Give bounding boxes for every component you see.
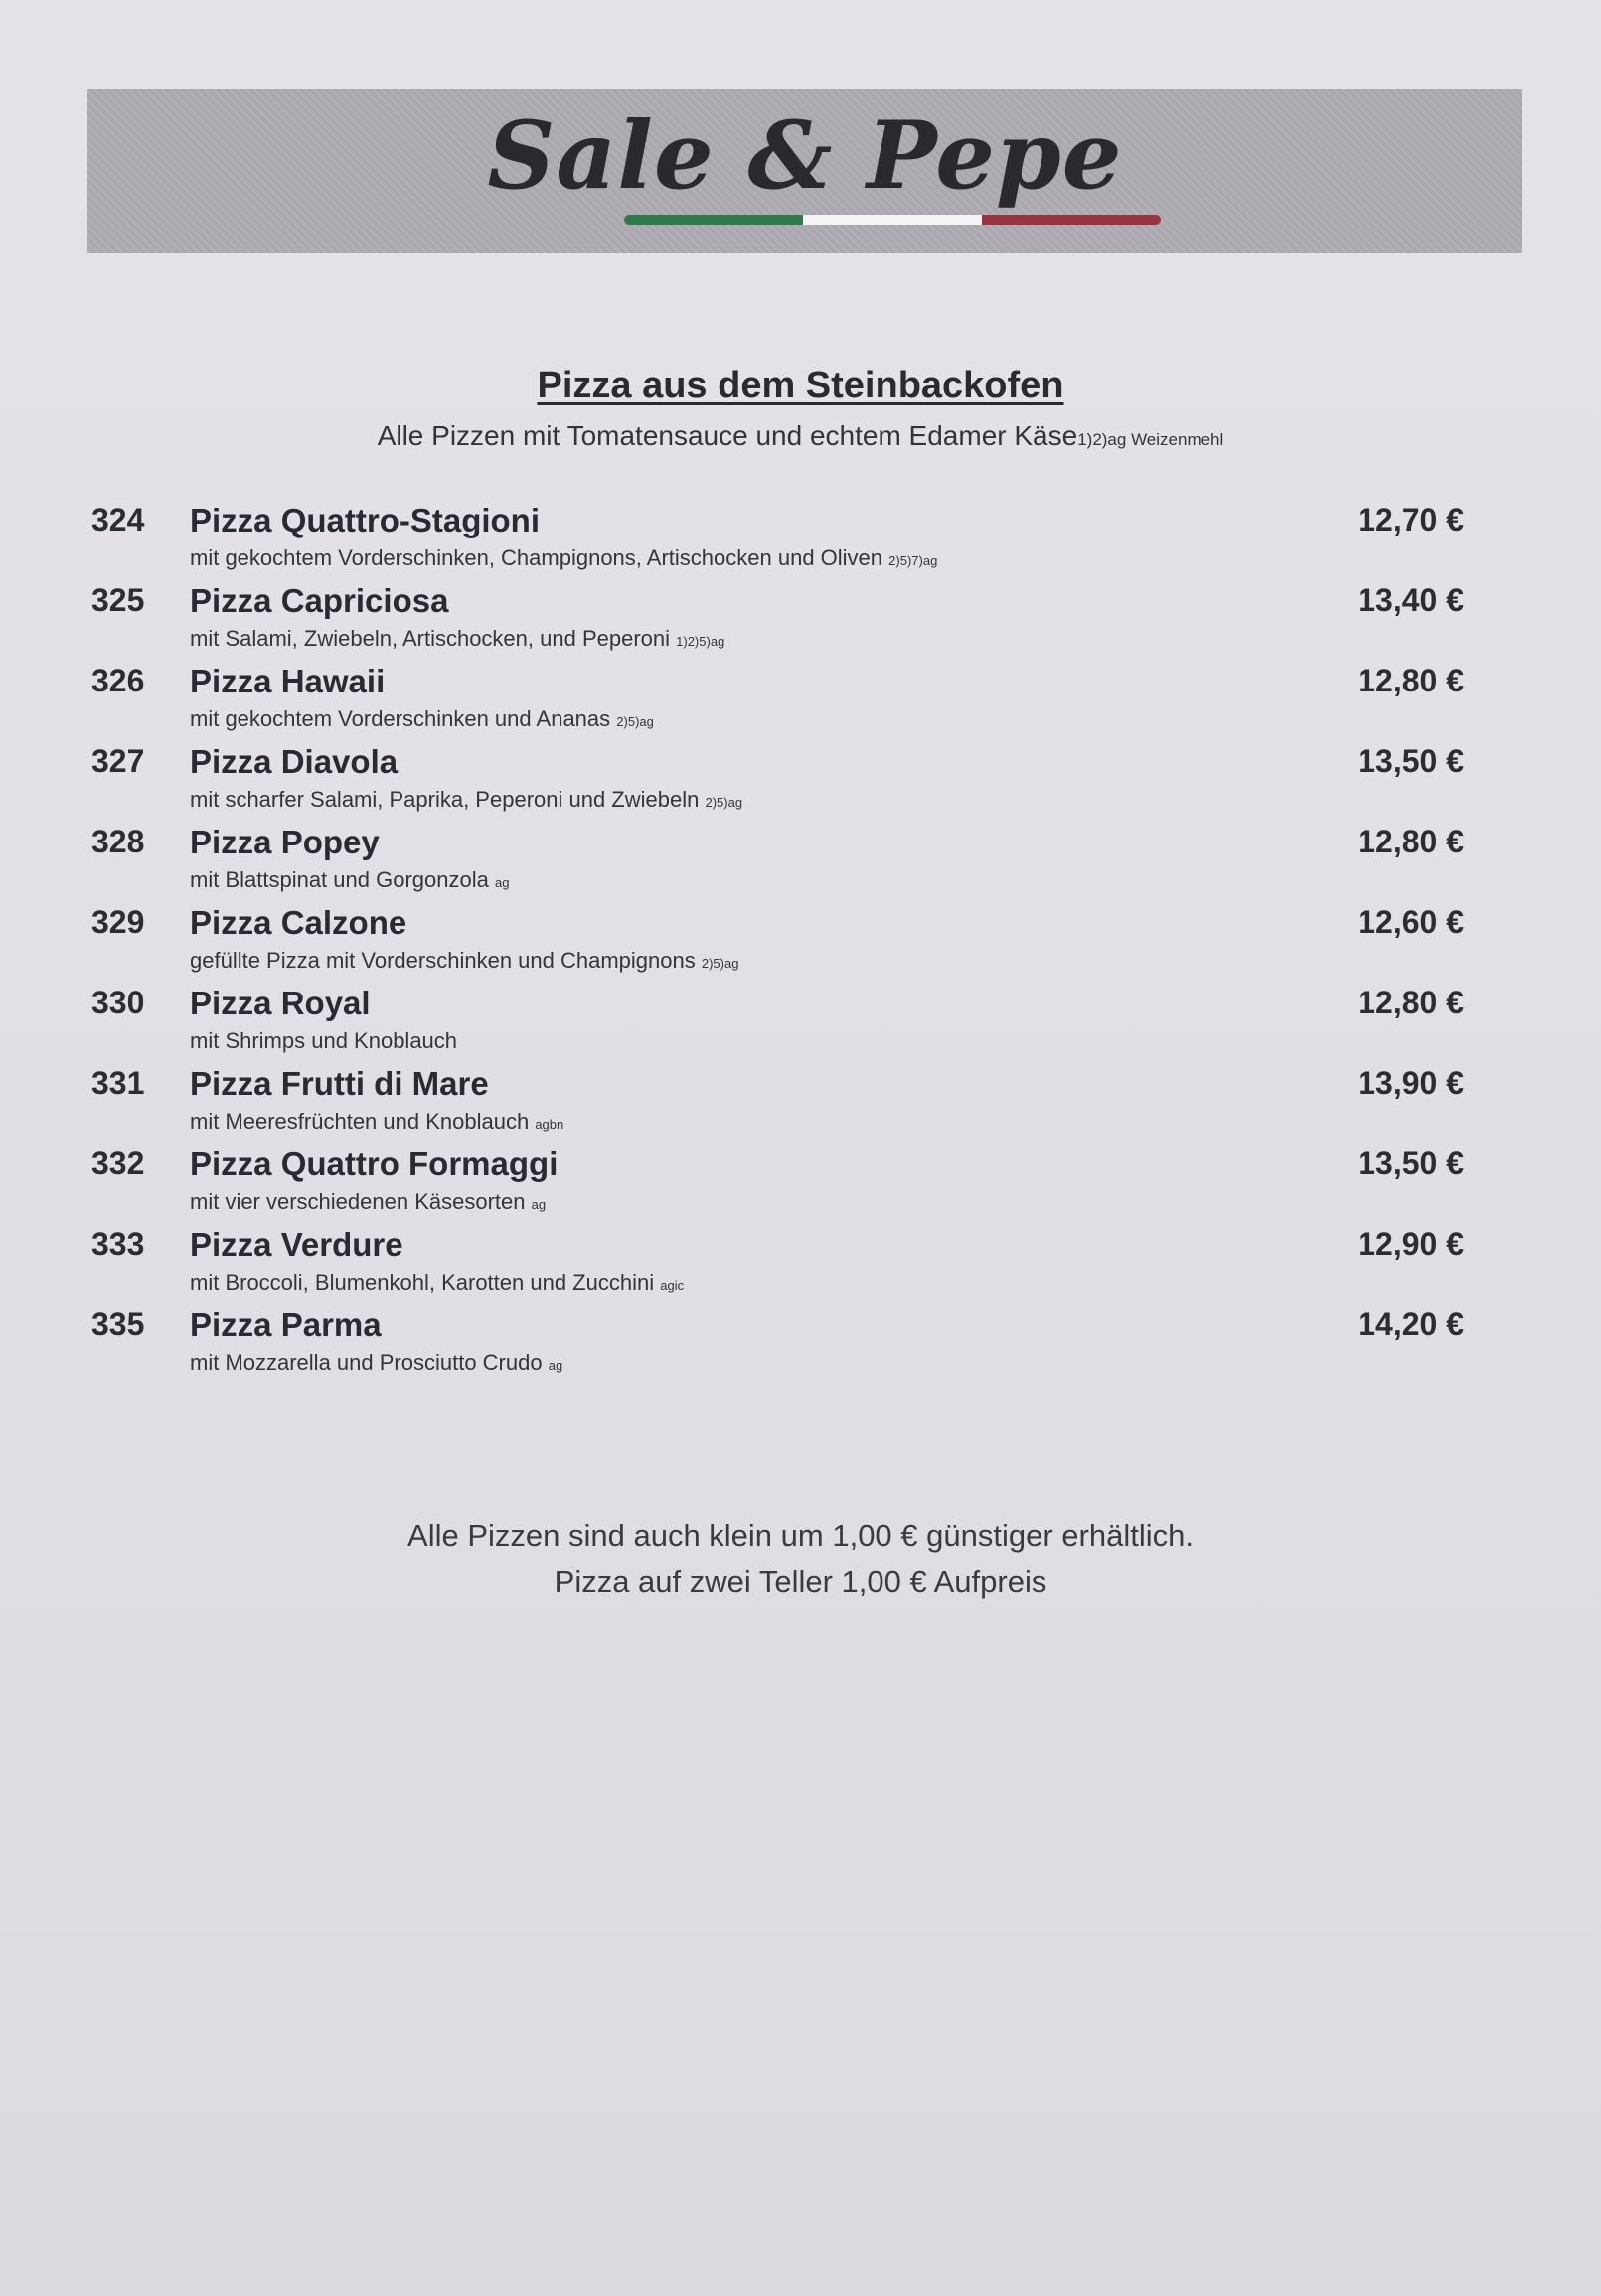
item-price: 13,50 € <box>1358 1146 1464 1181</box>
menu-item <box>0 658 1601 738</box>
item-description <box>190 1350 562 1376</box>
item-number: 329 <box>91 904 145 940</box>
item-price: 12,90 € <box>1358 1226 1464 1262</box>
menu-item <box>0 1221 1601 1301</box>
item-number: 330 <box>91 985 145 1020</box>
section-title: Pizza aus dem Steinbackofen <box>537 365 1064 406</box>
item-price: 12,80 € <box>1358 824 1464 859</box>
item-price: 13,50 € <box>1358 743 1464 779</box>
item-name: Pizza Parma <box>190 1306 382 1343</box>
footer-line-2: Pizza auf zwei Teller 1,00 € Aufpreis <box>554 1564 1047 1599</box>
item-description-text: mit Shrimps und Knoblauch <box>190 1028 458 1053</box>
footer-line-1: Alle Pizzen sind auch klein um 1,00 € günstiger erhältlich. <box>407 1518 1194 1553</box>
footer-notes <box>0 1513 1601 1605</box>
item-description <box>190 787 742 813</box>
item-number: 324 <box>91 502 145 537</box>
item-allergen-codes: 2)5)7)ag <box>888 553 938 568</box>
item-price: 12,80 € <box>1358 985 1464 1020</box>
item-allergen-codes: 2)5)ag <box>705 795 743 810</box>
item-description-text: mit gekochtem Vorderschinken, Champignons, Artischocken und Oliven <box>190 545 883 570</box>
subtitle-note: 1)2)ag Weizenmehl <box>1077 430 1224 449</box>
menu-item <box>0 980 1601 1060</box>
item-allergen-codes: 2)5)ag <box>616 714 654 729</box>
menu-list <box>0 497 1601 1382</box>
item-allergen-codes: 2)5)ag <box>701 956 739 971</box>
menu-item <box>0 1060 1601 1141</box>
item-name: Pizza Frutti di Mare <box>190 1065 489 1102</box>
item-description-text: gefüllte Pizza mit Vorderschinken und Champignons <box>190 948 696 973</box>
item-description-text: mit vier verschiedenen Käsesorten <box>190 1189 526 1214</box>
item-number: 326 <box>91 663 145 698</box>
item-description <box>190 1189 546 1215</box>
item-price: 12,60 € <box>1358 904 1464 940</box>
menu-item <box>0 497 1601 577</box>
item-description <box>190 867 509 893</box>
italian-flag-stripe <box>624 215 1161 225</box>
header-banner <box>87 89 1522 253</box>
item-description-text: mit gekochtem Vorderschinken und Ananas <box>190 706 611 731</box>
item-number: 335 <box>91 1306 145 1342</box>
section-subtitle <box>0 420 1601 452</box>
item-allergen-codes: ag <box>531 1197 547 1212</box>
brand-logo: Sale & Pepe <box>487 101 1123 211</box>
item-name: Pizza Diavola <box>190 743 399 780</box>
item-number: 327 <box>91 743 145 779</box>
item-description-text: mit Salami, Zwiebeln, Artischocken, und Peperoni <box>190 626 671 651</box>
item-name: Pizza Verdure <box>190 1226 403 1263</box>
item-price: 13,90 € <box>1358 1065 1464 1101</box>
subtitle-text: Alle Pizzen mit Tomatensauce und echtem Edamer Käse <box>377 420 1078 451</box>
item-allergen-codes: ag <box>548 1358 563 1373</box>
item-name: Pizza Popey <box>190 824 380 860</box>
item-description <box>190 706 654 732</box>
item-name: Pizza Royal <box>190 985 371 1021</box>
item-number: 325 <box>91 582 145 618</box>
menu-item <box>0 738 1601 819</box>
item-name: Pizza Hawaii <box>190 663 386 699</box>
item-allergen-codes: agbn <box>535 1117 564 1132</box>
item-description <box>190 1270 684 1296</box>
item-description-text: mit Mozzarella und Prosciutto Crudo <box>190 1350 543 1375</box>
menu-item <box>0 1141 1601 1221</box>
item-name: Pizza Calzone <box>190 904 407 941</box>
item-name: Pizza Quattro-Stagioni <box>190 502 541 538</box>
item-number: 333 <box>91 1226 145 1262</box>
item-allergen-codes: ag <box>494 875 510 890</box>
item-description <box>190 1109 563 1135</box>
item-number: 328 <box>91 824 145 859</box>
menu-item <box>0 899 1601 980</box>
item-allergen-codes: agic <box>660 1278 685 1293</box>
item-allergen-codes: 1)2)5)ag <box>676 634 725 649</box>
item-name: Pizza Quattro Formaggi <box>190 1146 559 1182</box>
item-description <box>190 948 738 974</box>
menu-item <box>0 1301 1601 1382</box>
item-price: 14,20 € <box>1358 1306 1464 1342</box>
item-price: 12,70 € <box>1358 502 1464 537</box>
item-number: 331 <box>91 1065 145 1101</box>
item-description-text: mit Meeresfrüchten und Knoblauch <box>190 1109 530 1134</box>
item-price: 12,80 € <box>1358 663 1464 698</box>
item-description <box>190 626 724 652</box>
item-description <box>190 545 937 571</box>
item-name: Pizza Capriciosa <box>190 582 449 619</box>
item-number: 332 <box>91 1146 145 1181</box>
item-description-text: mit Blattspinat und Gorgonzola <box>190 867 489 892</box>
menu-item <box>0 577 1601 658</box>
item-price: 13,40 € <box>1358 582 1464 618</box>
item-description-text: mit scharfer Salami, Paprika, Peperoni und Zwiebeln <box>190 787 700 812</box>
item-description-text: mit Broccoli, Blumenkohl, Karotten und Zucchini <box>190 1270 655 1295</box>
menu-item <box>0 819 1601 899</box>
item-description <box>190 1028 457 1054</box>
